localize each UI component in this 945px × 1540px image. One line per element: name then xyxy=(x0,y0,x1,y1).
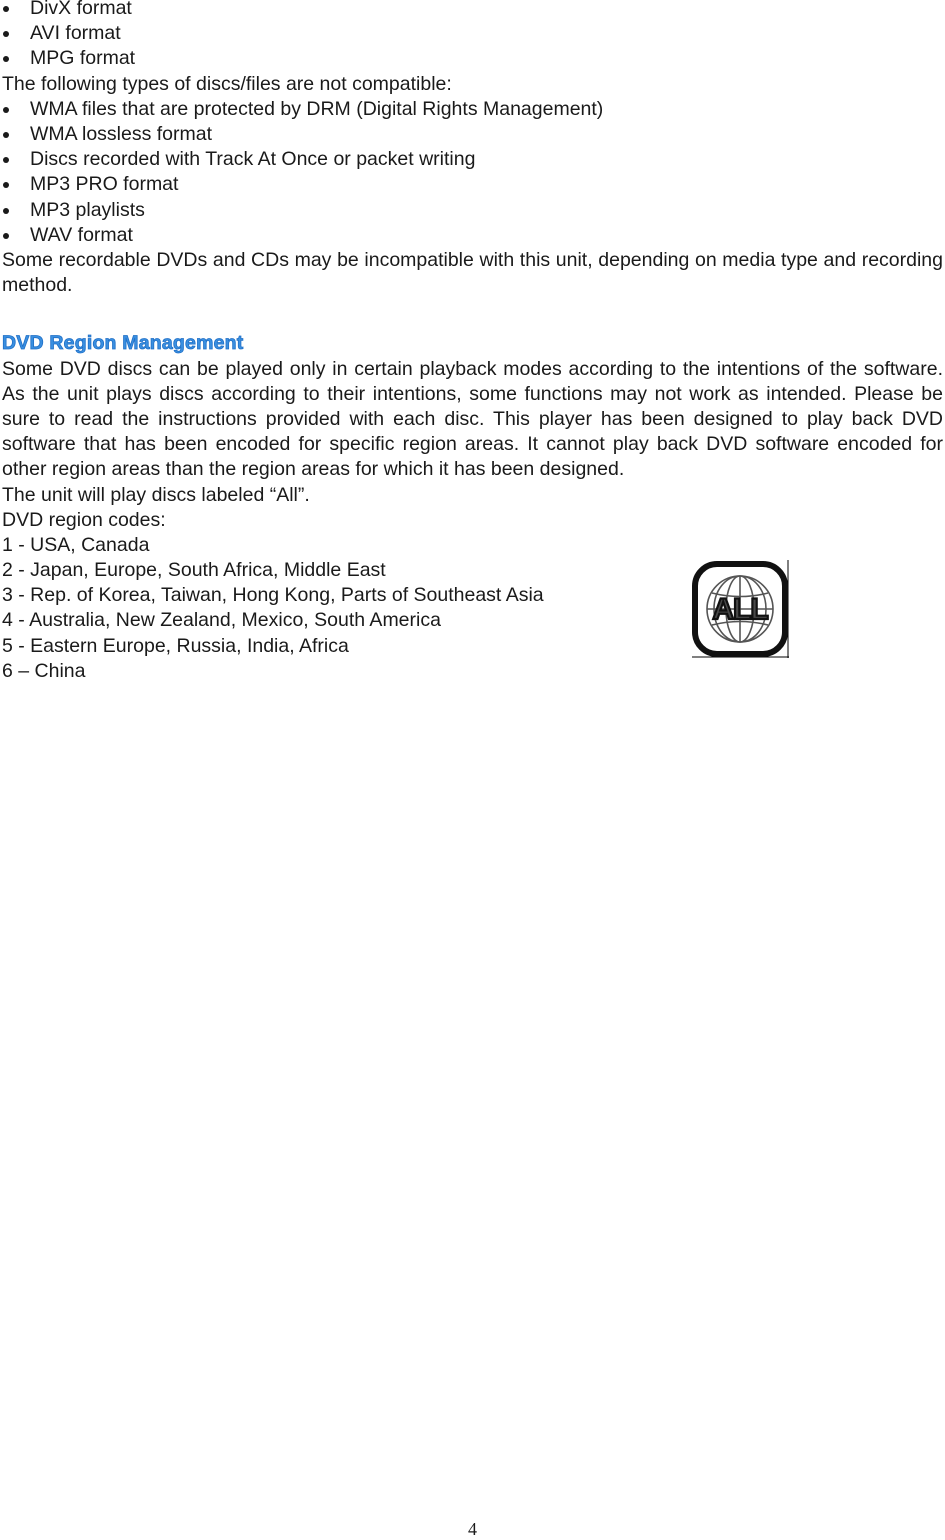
section-spacer xyxy=(2,298,943,323)
page-number: 4 xyxy=(468,1519,477,1539)
all-note: The unit will play discs labeled “All”. xyxy=(2,483,310,506)
list-item: Discs recorded with Track At Once or packet writing xyxy=(2,147,943,172)
list-item: DivX format xyxy=(2,0,943,21)
list-item: AVI format xyxy=(2,21,943,46)
region-paragraph: Some DVD discs can be played only in certain playback modes according to the intentions of the software. As the unit plays discs according to their intentions, some functions may not work as intended. Please be sure to read the instructions provided with each disc. This player has been designed to play back DVD software that has been encoded for specific region areas. It cannot play back DVD software encoded for other region areas than the region areas for which it has been designed. xyxy=(2,357,943,481)
region-code-item: 6 – China xyxy=(2,659,86,682)
region-code-item: 3 - Rep. of Korea, Taiwan, Hong Kong, Parts of Southeast Asia xyxy=(2,584,544,607)
region-code-item: 1 - USA, Canada xyxy=(2,533,150,556)
list-item: MP3 playlists xyxy=(2,198,943,223)
region-code-item: 2 - Japan, Europe, South Africa, Middle East xyxy=(2,559,386,582)
list-item: MP3 PRO format xyxy=(2,172,943,197)
region-code-item: 5 - Eastern Europe, Russia, India, Africa xyxy=(2,634,349,657)
region-codes-list xyxy=(2,533,943,684)
list-item: WAV format xyxy=(2,223,943,248)
list-item: WMA files that are protected by DRM (Digital Rights Management) xyxy=(2,97,943,122)
region-codes-label: DVD region codes: xyxy=(2,508,166,531)
incompatible-intro: The following types of discs/files are not compatible: xyxy=(2,72,452,95)
region-code-item: 4 - Australia, New Zealand, Mexico, South America xyxy=(2,609,441,632)
compatible-formats-list xyxy=(2,0,943,72)
logo-text: ALL xyxy=(712,593,768,626)
document-body xyxy=(2,0,943,684)
incompatible-formats-list xyxy=(2,97,943,248)
section-heading: DVD Region Management xyxy=(2,332,244,355)
list-item: MPG format xyxy=(2,46,943,71)
region-all-logo xyxy=(692,560,789,658)
recordable-note: Some recordable DVDs and CDs may be incompatible with this unit, depending on media type and recording method. xyxy=(2,248,943,297)
globe-icon xyxy=(692,560,789,658)
list-item: WMA lossless format xyxy=(2,122,943,147)
